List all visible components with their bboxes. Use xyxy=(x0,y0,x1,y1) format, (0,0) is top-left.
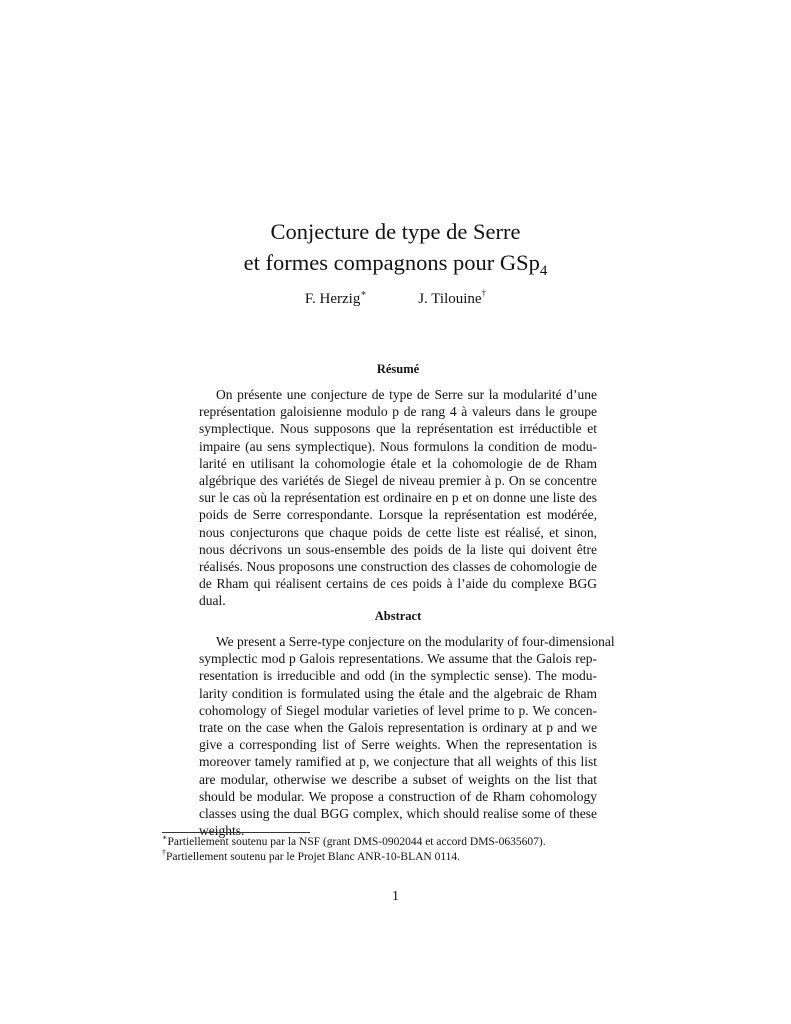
text-line: nous décrivons un sous-ensemble des poids de la liste qui doivent être xyxy=(199,541,597,557)
abstract-section xyxy=(199,608,615,839)
text-line: réalisés. Nous proposons une construction des classes de cohomologie de xyxy=(199,559,597,575)
title-subscript: 4 xyxy=(539,263,548,279)
text-line: weights. xyxy=(199,823,245,839)
text-line: should be modular. We propose a construction of de Rham cohomology xyxy=(199,788,597,804)
abstract-text xyxy=(199,633,615,839)
footnote-1 xyxy=(162,835,632,850)
paper-title xyxy=(0,216,791,278)
text-line: moreover tamely ramified at p, we conjecture that all weights of this list xyxy=(199,754,597,770)
footnote-mark: † xyxy=(162,848,166,857)
abstract-heading: Abstract xyxy=(374,609,422,623)
author-name: J. Tilouine xyxy=(418,291,482,307)
resume-text xyxy=(199,386,597,610)
text-line: We present a Serre-type conjecture on the modularity of four-dimensional xyxy=(216,634,615,649)
footnotes xyxy=(162,835,632,865)
footnote-text: Partiellement soutenu par la NSF (grant DMS-0902044 et accord DMS-0635607). xyxy=(167,836,546,848)
title-line-2-text: et formes compagnons pour GSp xyxy=(243,250,540,275)
text-line: sur le cas où la représentation est ordinaire en p et on donne une liste des xyxy=(199,490,597,506)
text-line: symplectic mod p Galois representations. We assume that the Galois rep- xyxy=(199,651,597,667)
title-line-2 xyxy=(0,247,791,278)
text-line: dual. xyxy=(199,593,226,609)
text-line: symplectique. Nous supposons que la représentation est irréductible et xyxy=(199,421,597,437)
footnote-mark: ∗ xyxy=(360,288,367,298)
text-line: trate on the case when the Galois representation is ordinary at p and we xyxy=(199,720,597,736)
text-line: larité en utilisant la cohomologie étale et la cohomologie de de Rham xyxy=(199,455,597,471)
text-line: algébrique des variétés de Siegel de niveau premier à p. On se concentre xyxy=(199,473,597,489)
text-line: resentation is irreducible and odd (in the symplectic sense). The modu- xyxy=(199,668,597,684)
author-list xyxy=(0,288,791,308)
author-name: F. Herzig xyxy=(304,291,361,307)
title-line-1: Conjecture de type de Serre xyxy=(270,219,521,244)
footnote-divider xyxy=(162,832,310,833)
text-line: de Rham qui réalisent certains de ces poids à l’aide du complexe BGG xyxy=(199,576,597,592)
text-line: classes using the dual BGG complex, which should realise some of these xyxy=(199,806,597,822)
resume-heading: Résumé xyxy=(376,362,420,376)
footnote-text: Partiellement soutenu par le Projet Blanc ANR-10-BLAN 0114. xyxy=(166,851,461,863)
page-number: 1 xyxy=(392,889,399,904)
text-line: larity condition is formulated using the étale and the algebraic de Rham xyxy=(199,685,597,701)
text-line: nous conjecturons que chaque poids de cette liste est réalisé, et sinon, xyxy=(199,524,597,540)
footnote-mark: ∗ xyxy=(162,833,168,842)
text-line: impaire (au sens symplectique). Nous formulons la condition de modu- xyxy=(199,438,597,454)
text-line: give a corresponding list of Serre weights. When the representation is xyxy=(199,737,597,753)
text-line: cohomology of Siegel modular varieties of level prime to p. We concen- xyxy=(199,702,597,718)
footnote-mark: † xyxy=(481,288,487,298)
text-line: are modular, otherwise we describe a subset of weights on the list that xyxy=(199,771,597,787)
text-line: représentation galoisienne modulo p de rang 4 à valeurs dans le groupe xyxy=(199,404,597,420)
author-herzig xyxy=(304,288,367,308)
text-line: poids de Serre correspondante. Lorsque la représentation est modérée, xyxy=(199,507,597,523)
text-line: On présente une conjecture de type de Serre sur la modularité d’une xyxy=(216,387,597,402)
author-tilouine xyxy=(418,288,487,308)
footnote-2 xyxy=(162,850,632,865)
resume-section xyxy=(199,361,597,610)
